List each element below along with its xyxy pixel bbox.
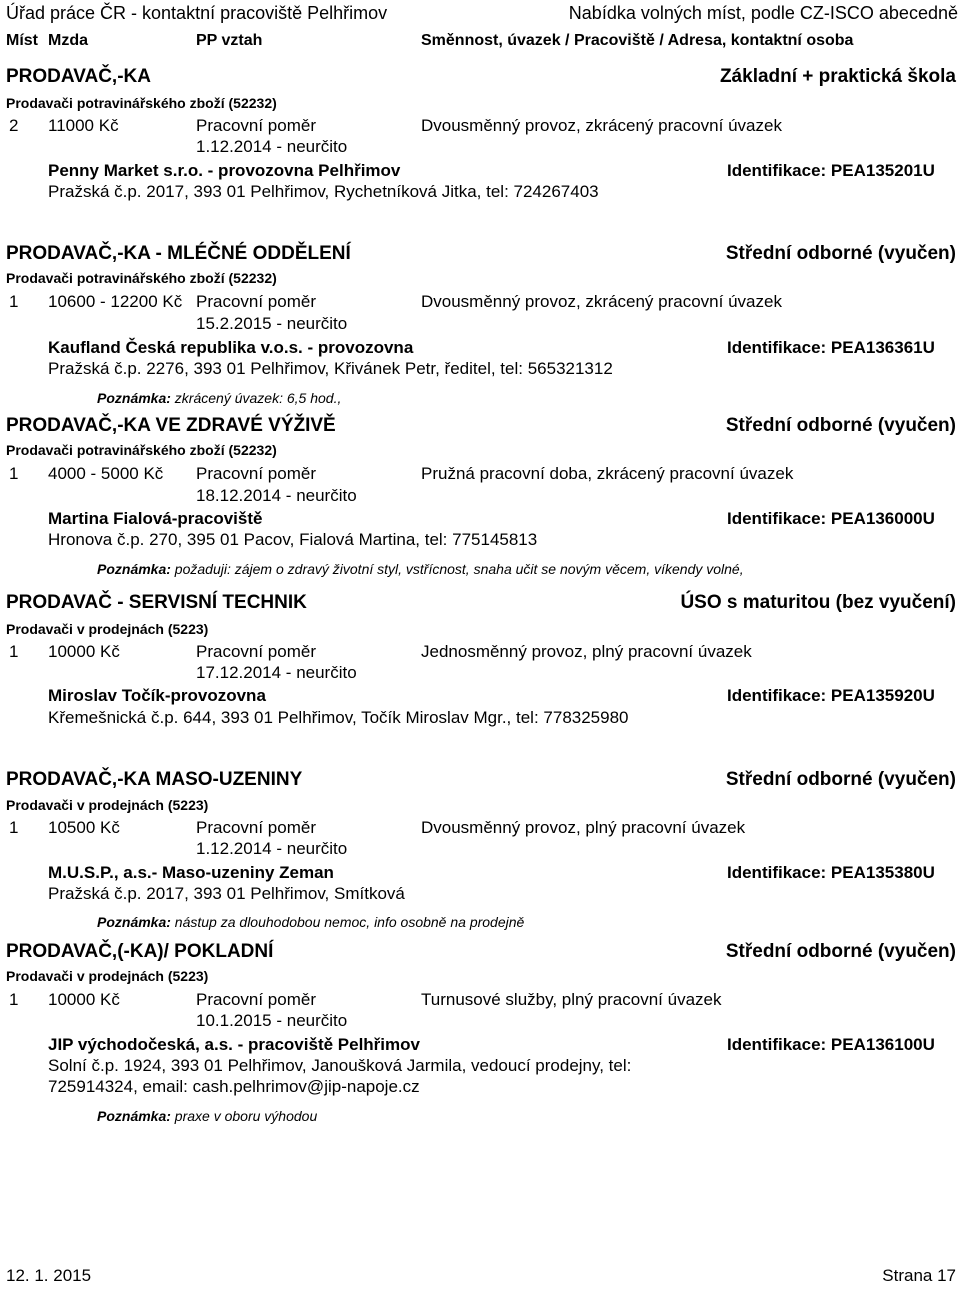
job-shift: Pružná pracovní doba, zkrácený pracovní úvazek bbox=[421, 464, 794, 483]
job-title: PRODAVAČ,-KA MASO-UZENINY bbox=[6, 769, 303, 790]
job-date: 15.2.2015 - neurčito bbox=[196, 314, 348, 333]
job-note-text: zkrácený úvazek: 6,5 hod., bbox=[170, 390, 342, 406]
job-note bbox=[97, 561, 744, 577]
job-pp: Pracovní poměr bbox=[196, 990, 316, 1009]
job-salary: 11000 Kč bbox=[48, 116, 119, 135]
job-education: ÚSO s maturitou (bez vyučení) bbox=[680, 592, 956, 613]
footer-date: 12. 1. 2015 bbox=[6, 1266, 92, 1285]
job-count: 1 bbox=[9, 642, 19, 661]
job-note-label: Poznámka: bbox=[97, 914, 171, 930]
job-note-text: požaduji: zájem o zdravý životní styl, vstřícnost, snaha učit se novým věcem, víkendy volné, bbox=[170, 561, 744, 577]
job-address: Hronova č.p. 270, 395 01 Pacov, Fialová Martina, tel: 775145813 bbox=[48, 530, 538, 549]
job-note bbox=[97, 1108, 317, 1124]
job-identifier: Identifikace: PEA135380U bbox=[727, 863, 935, 882]
job-pp: Pracovní poměr bbox=[196, 116, 316, 135]
job-count: 1 bbox=[9, 464, 19, 483]
job-title: PRODAVAČ,-KA VE ZDRAVÉ VÝŽIVĚ bbox=[6, 415, 336, 436]
job-category: Prodavači v prodejnách (5223) bbox=[6, 797, 209, 813]
job-education: Střední odborné (vyučen) bbox=[725, 415, 956, 436]
job-note bbox=[97, 390, 341, 406]
job-date: 1.12.2014 - neurčito bbox=[196, 839, 348, 858]
job-salary: 4000 - 5000 Kč bbox=[48, 464, 164, 483]
job-pp: Pracovní poměr bbox=[196, 818, 316, 837]
job-count: 1 bbox=[9, 818, 19, 837]
job-employer: JIP východočeská, a.s. - pracoviště Pelhřimov bbox=[48, 1035, 420, 1054]
job-date: 18.12.2014 - neurčito bbox=[196, 486, 357, 505]
job-count: 2 bbox=[9, 116, 19, 135]
job-title: PRODAVAČ,-KA bbox=[6, 66, 151, 87]
job-employer: Martina Fialová-pracoviště bbox=[48, 509, 263, 528]
job-count: 1 bbox=[9, 292, 19, 311]
job-education: Střední odborné (vyučen) bbox=[725, 941, 956, 962]
job-shift: Dvousměnný provoz, zkrácený pracovní úvazek bbox=[421, 292, 782, 311]
job-shift: Dvousměnný provoz, zkrácený pracovní úvazek bbox=[421, 116, 782, 135]
job-shift: Jednosměnný provoz, plný pracovní úvazek bbox=[421, 642, 752, 661]
job-category: Prodavači potravinářského zboží (52232) bbox=[6, 442, 277, 458]
job-pp: Pracovní poměr bbox=[196, 464, 316, 483]
job-note bbox=[97, 914, 524, 930]
job-education: Střední odborné (vyučen) bbox=[725, 769, 956, 790]
column-header-mzda: Mzda bbox=[48, 32, 88, 49]
column-header-mist: Míst bbox=[6, 32, 38, 49]
job-title: PRODAVAČ,-KA - MLÉČNÉ ODDĚLENÍ bbox=[6, 243, 351, 264]
job-address: Pražská č.p. 2276, 393 01 Pelhřimov, Křivánek Petr, ředitel, tel: 565321312 bbox=[48, 359, 613, 378]
header-report-title: Nabídka volných míst, podle CZ-ISCO abecedně bbox=[568, 3, 958, 23]
column-header-smennost: Směnnost, úvazek / Pracoviště / Adresa, kontaktní osoba bbox=[421, 32, 854, 49]
job-salary: 10000 Kč bbox=[48, 642, 120, 661]
job-identifier: Identifikace: PEA135920U bbox=[727, 686, 935, 705]
job-education: Střední odborné (vyučen) bbox=[725, 243, 956, 264]
job-title: PRODAVAČ,(-KA)/ POKLADNÍ bbox=[6, 941, 274, 962]
column-header-pp: PP vztah bbox=[196, 32, 263, 49]
job-date: 1.12.2014 - neurčito bbox=[196, 137, 348, 156]
job-shift: Turnusové služby, plný pracovní úvazek bbox=[421, 990, 722, 1009]
job-category: Prodavači potravinářského zboží (52232) bbox=[6, 95, 277, 111]
job-salary: 10600 - 12200 Kč bbox=[48, 292, 183, 311]
job-identifier: Identifikace: PEA136361U bbox=[727, 338, 935, 357]
job-salary: 10500 Kč bbox=[48, 818, 120, 837]
job-identifier: Identifikace: PEA136100U bbox=[727, 1035, 935, 1054]
job-date: 17.12.2014 - neurčito bbox=[196, 663, 357, 682]
job-shift: Dvousměnný provoz, plný pracovní úvazek bbox=[421, 818, 746, 837]
job-pp: Pracovní poměr bbox=[196, 292, 316, 311]
job-employer: Kaufland Česká republika v.o.s. - provozovna bbox=[48, 338, 414, 357]
job-address: Solní č.p. 1924, 393 01 Pelhřimov, Janoušková Jarmila, vedoucí prodejny, tel: bbox=[48, 1056, 632, 1075]
job-address-continued: 725914324, email: cash.pelhrimov@jip-napoje.cz bbox=[48, 1077, 420, 1096]
job-note-text: nástup za dlouhodobou nemoc, info osobně na prodejně bbox=[170, 914, 525, 930]
job-address: Pražská č.p. 2017, 393 01 Pelhřimov, Rychetníková Jitka, tel: 724267403 bbox=[48, 182, 599, 201]
job-note-label: Poznámka: bbox=[97, 390, 171, 406]
job-identifier: Identifikace: PEA135201U bbox=[727, 161, 935, 180]
job-date: 10.1.2015 - neurčito bbox=[196, 1011, 348, 1030]
job-employer: Penny Market s.r.o. - provozovna Pelhřimov bbox=[48, 161, 401, 180]
job-category: Prodavači potravinářského zboží (52232) bbox=[6, 270, 277, 286]
job-employer: Miroslav Točík-provozovna bbox=[48, 686, 266, 705]
footer-page-number: Strana 17 bbox=[882, 1266, 956, 1285]
job-address: Křemešnická č.p. 644, 393 01 Pelhřimov, Točík Miroslav Mgr., tel: 778325980 bbox=[48, 708, 629, 727]
job-identifier: Identifikace: PEA136000U bbox=[727, 509, 935, 528]
job-pp: Pracovní poměr bbox=[196, 642, 316, 661]
job-education: Základní + praktická škola bbox=[719, 66, 956, 87]
job-note-label: Poznámka: bbox=[97, 561, 171, 577]
job-salary: 10000 Kč bbox=[48, 990, 120, 1009]
job-title: PRODAVAČ - SERVISNÍ TECHNIK bbox=[6, 592, 307, 613]
job-note-text: praxe v oboru výhodou bbox=[170, 1108, 318, 1124]
header-office: Úřad práce ČR - kontaktní pracoviště Pelhřimov bbox=[6, 3, 388, 23]
job-count: 1 bbox=[9, 990, 19, 1009]
job-employer: M.U.S.P., a.s.- Maso-uzeniny Zeman bbox=[48, 863, 334, 882]
job-address: Pražská č.p. 2017, 393 01 Pelhřimov, Smítková bbox=[48, 884, 405, 903]
job-category: Prodavači v prodejnách (5223) bbox=[6, 621, 209, 637]
job-category: Prodavači v prodejnách (5223) bbox=[6, 968, 209, 984]
job-note-label: Poznámka: bbox=[97, 1108, 171, 1124]
